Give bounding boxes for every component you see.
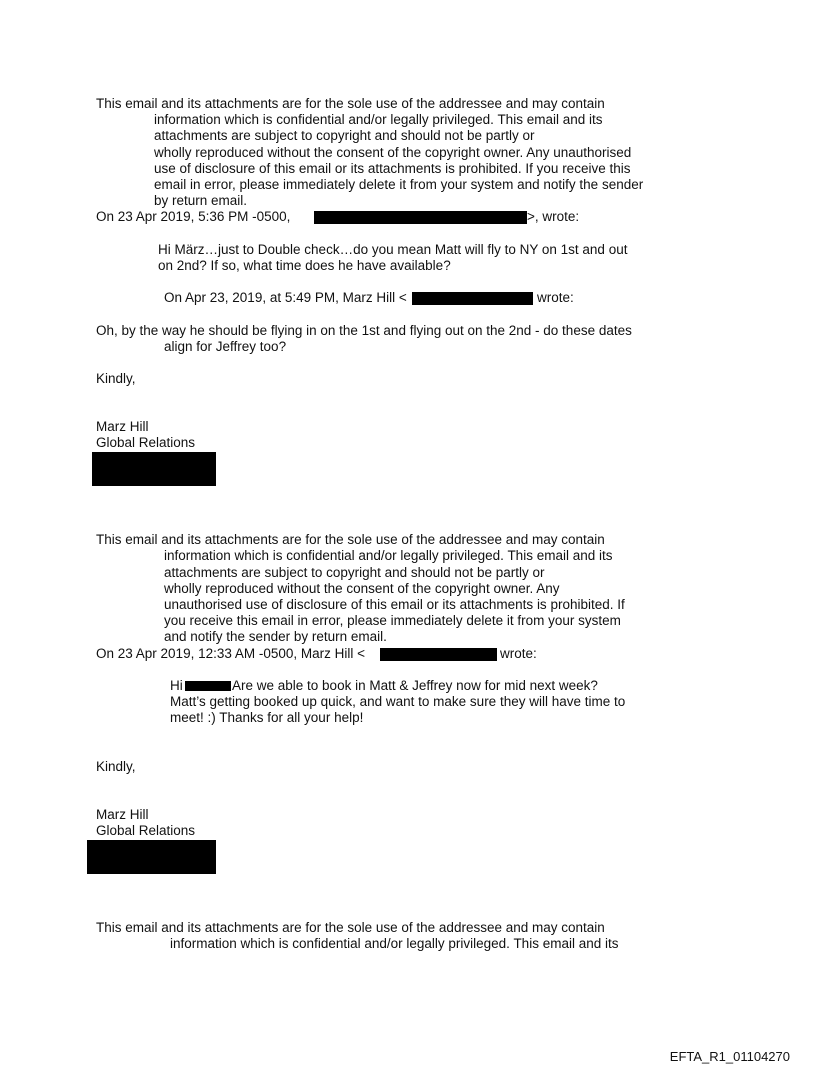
disclaimer-3-line-2: information which is confidential and/or legally privileged. This email and its xyxy=(170,936,619,951)
message-3-line-2: Matt’s getting booked up quick, and want to make sure they will have time to xyxy=(170,694,626,709)
signoff-1: Kindly, xyxy=(96,371,136,386)
disclaimer-1-line-3: attachments are subject to copyright and should not be partly or xyxy=(154,128,535,143)
email-header-1-suffix: >, wrote: xyxy=(527,209,580,224)
redaction-signature-1 xyxy=(92,452,216,486)
signoff-2: Kindly, xyxy=(96,759,136,774)
message-3-greeting: Hi xyxy=(170,678,183,693)
message-3-line-3: meet! :) Thanks for all your help! xyxy=(170,710,364,725)
email-header-2-suffix: wrote: xyxy=(537,290,574,305)
document-id-footer: EFTA_R1_01104270 xyxy=(669,1049,790,1064)
message-2-line-2: align for Jeffrey too? xyxy=(164,339,287,354)
redaction-email-3 xyxy=(380,648,497,661)
disclaimer-3-line-1: This email and its attachments are for the sole use of the addressee and may contain xyxy=(96,920,605,935)
disclaimer-2-line-1: This email and its attachments are for the sole use of the addressee and may contain xyxy=(96,532,605,547)
disclaimer-2-line-7: and notify the sender by return email. xyxy=(164,629,387,644)
signature-2-title: Global Relations xyxy=(96,823,196,838)
disclaimer-2-line-2: information which is confidential and/or legally privileged. This email and its xyxy=(164,548,613,563)
email-header-1-prefix: On 23 Apr 2019, 5:36 PM -0500, xyxy=(96,209,291,224)
disclaimer-2-line-6: you receive this email in error, please immediately delete it from your system xyxy=(164,613,621,628)
disclaimer-1-line-2: information which is confidential and/or legally privileged. This email and its xyxy=(154,112,603,127)
message-1-line-2: on 2nd? If so, what time does he have available? xyxy=(158,258,451,273)
disclaimer-1-line-7: by return email. xyxy=(154,193,248,208)
email-header-3-prefix: On 23 Apr 2019, 12:33 AM -0500, Marz Hill < xyxy=(96,646,366,661)
disclaimer-2-line-3: attachments are subject to copyright and should not be partly or xyxy=(164,565,545,580)
signature-2-name: Marz Hill xyxy=(96,807,149,822)
disclaimer-1-line-5: use of disclosure of this email or its attachments is prohibited. If you receive this xyxy=(154,161,631,176)
redaction-sender-1 xyxy=(314,211,527,224)
disclaimer-1-line-6: email in error, please immediately delete it from your system and notify the sender xyxy=(154,177,644,192)
disclaimer-2-line-5: unauthorised use of disclosure of this email or its attachments is prohibited. If xyxy=(164,597,625,612)
disclaimer-2-line-4: wholly reproduced without the consent of the copyright owner. Any xyxy=(164,581,560,596)
email-header-3-suffix: wrote: xyxy=(500,646,537,661)
email-header-2-prefix: On Apr 23, 2019, at 5:49 PM, Marz Hill < xyxy=(164,290,407,305)
signature-1-name: Marz Hill xyxy=(96,419,149,434)
message-1-line-1: Hi März…just to Double check…do you mean Matt will fly to NY on 1st and out xyxy=(158,242,628,257)
message-2-line-1: Oh, by the way he should be flying in on the 1st and flying out on the 2nd - do these dates xyxy=(96,323,632,338)
message-3-line-1: Are we able to book in Matt & Jeffrey now for mid next week? xyxy=(232,678,598,693)
redaction-recipient-name xyxy=(185,681,231,691)
redaction-signature-2 xyxy=(87,840,216,874)
signature-1-title: Global Relations xyxy=(96,435,196,450)
redaction-email-2 xyxy=(412,292,533,305)
disclaimer-1-line-1: This email and its attachments are for the sole use of the addressee and may contain xyxy=(96,96,605,111)
disclaimer-1-line-4: wholly reproduced without the consent of the copyright owner. Any unauthorised xyxy=(154,145,632,160)
